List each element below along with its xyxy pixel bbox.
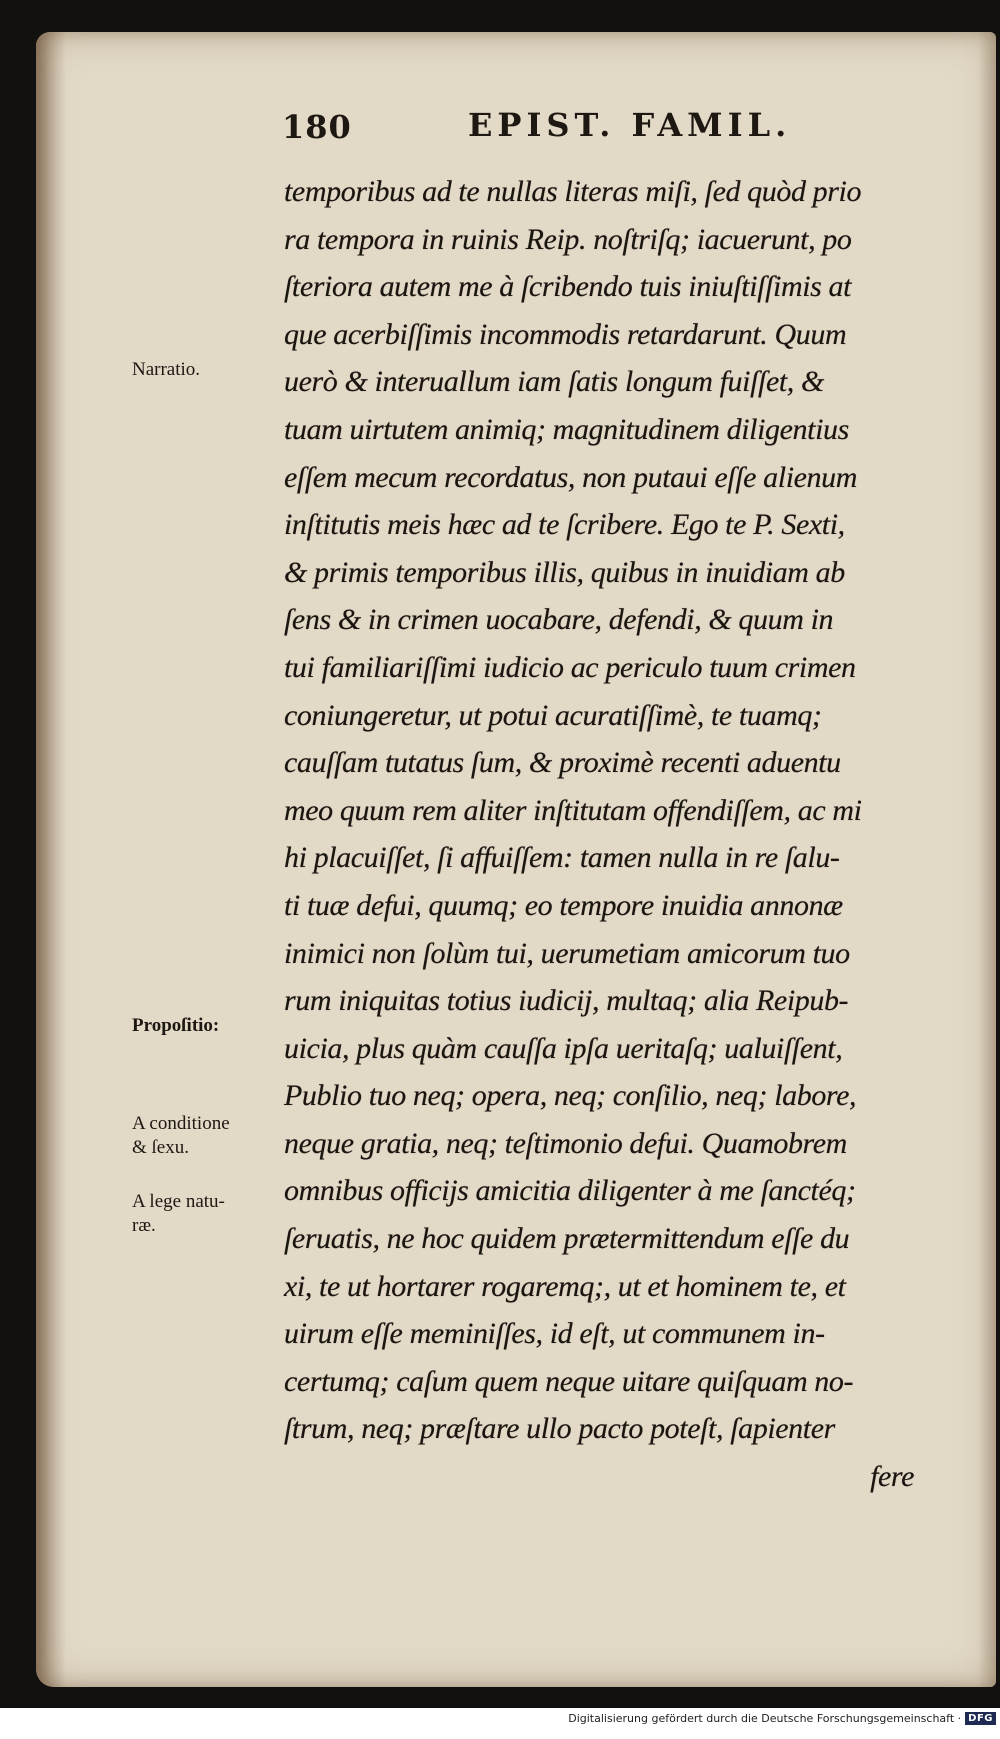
text-line: cauſſam tutatus ſum, & proximè recenti aduentu bbox=[284, 746, 841, 780]
text-line: ſeruatis, ne hoc quidem prætermittendum eſſe du bbox=[284, 1222, 850, 1256]
text-line: inimici non ſolùm tui, uerumetiam amicorum tuo bbox=[284, 936, 850, 970]
text-line: hi placuiſſet, ſi affuiſſem: tamen nulla in re ſalu- bbox=[284, 841, 840, 875]
text-line: ra tempora in ruinis Reip. noſtriſq; iacuerunt, po bbox=[284, 222, 852, 256]
dfg-logo: DFG bbox=[965, 1712, 996, 1725]
text-line: uirum eſſe meminiſſes, id eſt, ut communem in- bbox=[284, 1317, 825, 1351]
margin-note-text: ræ. bbox=[132, 1215, 156, 1236]
margin-note-conditione bbox=[132, 1112, 230, 1160]
body-text bbox=[284, 168, 914, 1501]
margin-note-text: A conditione bbox=[132, 1113, 230, 1134]
text-line: eſſem mecum recordatus, non putaui eſſe alienum bbox=[284, 460, 858, 494]
margin-note-propositio bbox=[132, 1014, 219, 1038]
digitization-credit bbox=[568, 1712, 996, 1725]
text-line: inſtitutis meis hæc ad te ſcribere. Ego te P. Sexti, bbox=[284, 508, 845, 542]
text-line: xi, te ut hortarer rogaremq;, ut et hominem te, et bbox=[284, 1269, 846, 1303]
text-line: ti tuæ defui, quumq; eo tempore inuidia annonæ bbox=[284, 888, 843, 922]
text-line: ſteriora autem me à ſcribendo tuis iniuſtiſſimis at bbox=[284, 270, 852, 304]
page-number: 180 bbox=[282, 108, 352, 146]
margin-note-text: Propoſitio: bbox=[132, 1015, 220, 1036]
text-line: coniungeretur, ut potui acuratiſſimè, te tuamq; bbox=[284, 698, 822, 732]
running-head: EPIST. FAMIL. bbox=[468, 106, 792, 144]
text-line: Publio tuo neq; opera, neq; conſilio, neq; labore, bbox=[284, 1079, 857, 1113]
margin-note-text: & ſexu. bbox=[132, 1137, 189, 1158]
text-line: uicia, plus quàm cauſſa ipſa ueritaſq; ualuiſſent, bbox=[284, 1031, 843, 1065]
text-line: tui familiariſſimi iudicio ac periculo tuum crimen bbox=[284, 650, 856, 684]
margin-note-text: Narratio. bbox=[132, 359, 201, 380]
text-line: tuam uirtutem animiq; magnitudinem diligentius bbox=[284, 412, 849, 446]
text-line: & primis temporibus illis, quibus in inuidiam ab bbox=[284, 555, 845, 589]
text-line: ſens & in crimen uocabare, defendi, & quum in bbox=[284, 603, 834, 637]
text-line: que acerbiſſimis incommodis retardarunt. Quum bbox=[284, 317, 847, 351]
catchword: fere bbox=[870, 1460, 914, 1494]
text-line: rum iniquitas totius iudicij, multaq; alia Reipub- bbox=[284, 984, 849, 1018]
credit-text: Digitalisierung gefördert durch die Deutsche Forschungsgemeinschaft · bbox=[568, 1712, 962, 1725]
text-line: neque gratia, neq; teſtimonio defui. Quamobrem bbox=[284, 1126, 847, 1160]
text-line: meo quum rem aliter inſtitutam offendiſſem, ac mi bbox=[284, 793, 862, 827]
text-line: temporibus ad te nullas literas miſi, ſed quòd prio bbox=[284, 175, 862, 208]
text-line: uerò & interuallum iam ſatis longum fuiſſet, & bbox=[284, 365, 824, 399]
margin-note-lege-naturae bbox=[132, 1190, 225, 1238]
margin-note-narratio bbox=[132, 358, 200, 382]
text-line: omnibus officijs amicitia diligenter à me ſanctéq; bbox=[284, 1174, 856, 1208]
page-gutter-shadow bbox=[36, 32, 66, 1687]
margin-note-text: A lege natu- bbox=[132, 1191, 225, 1212]
page-edge-shadow bbox=[978, 32, 996, 1687]
text-line: certumq; caſum quem neque uitare quiſquam no- bbox=[284, 1364, 854, 1398]
text-line: ſtrum, neq; præſtare ullo pacto poteſt, ſapienter bbox=[284, 1412, 835, 1446]
